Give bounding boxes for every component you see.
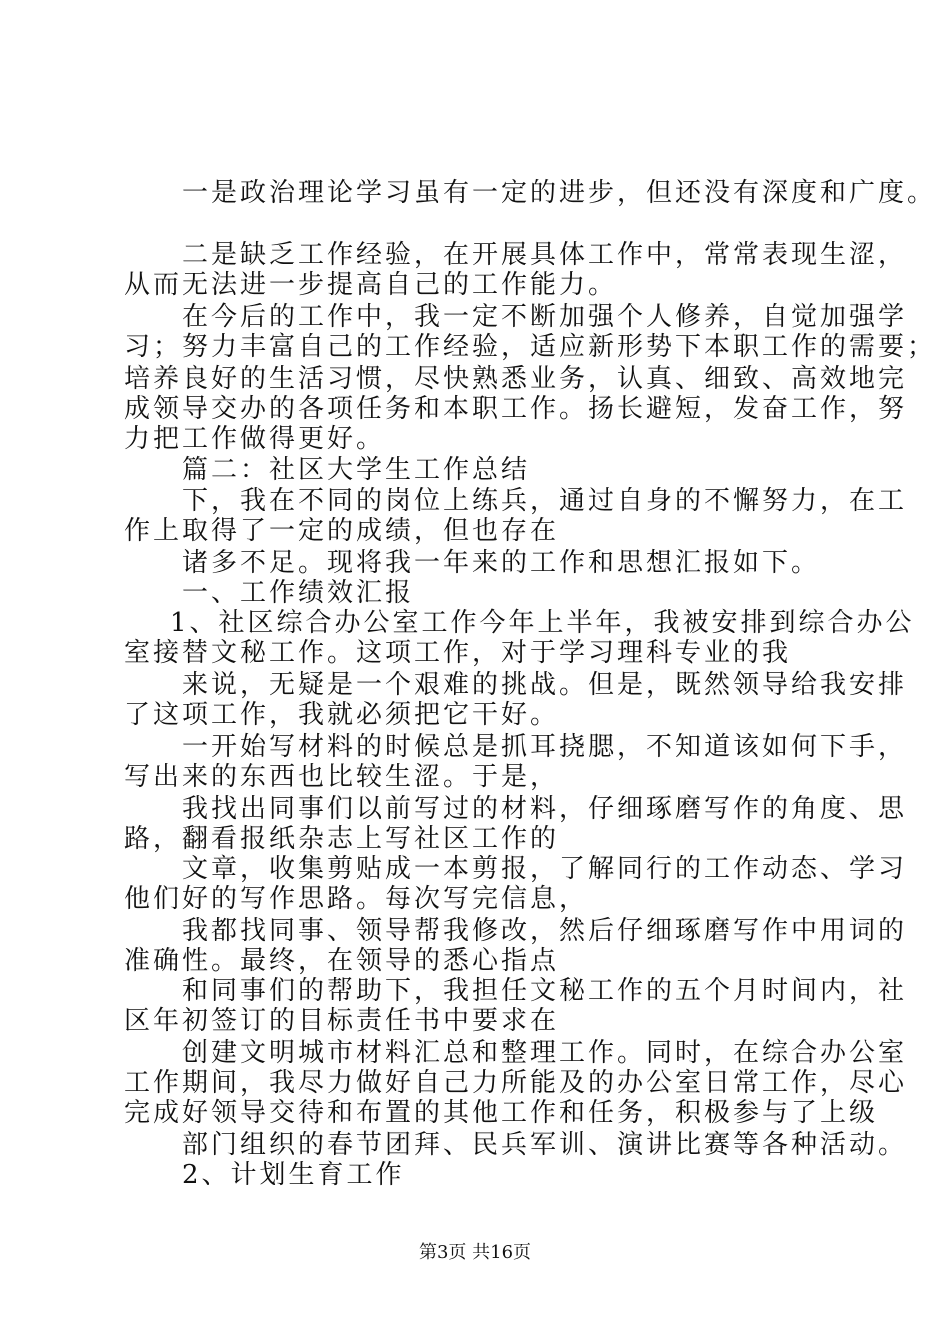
paragraph-line-28: 完成好领导交待和布置的其他工作和任务，积极参与了上级 [124, 1098, 879, 1128]
subheading-1: 一、工作绩效汇报 [182, 578, 415, 608]
paragraph-line-20: 文章，收集剪贴成一本剪报，了解同行的工作动态、学习 [182, 854, 908, 884]
paragraph-line-24: 和同事们的帮助下，我担任文秘工作的五个月时间内，社 [182, 976, 908, 1006]
subheading-2: 2、计划生育工作 [182, 1160, 405, 1190]
paragraph-line-25: 区年初签订的目标责任书中要求在 [124, 1006, 560, 1036]
paragraph-line-1: 一是政治理论学习虽有一定的进步，但还没有深度和广度。 [182, 178, 937, 208]
paragraph-line-18: 我找出同事们以前写过的材料，仔细琢磨写作的角度、思 [182, 794, 908, 824]
paragraph-line-12: 1、社区综合办公室工作今年上半年，我被安排到综合办公 [170, 608, 915, 638]
paragraph-line-7: 成领导交办的各项任务和本职工作。扬长避短，发奋工作，努 [124, 394, 908, 424]
paragraph-line-14: 来说，无疑是一个艰难的挑战。但是，既然领导给我安排 [182, 670, 908, 700]
paragraph-line-21: 他们好的写作思路。每次写完信息， [124, 884, 589, 914]
paragraph-line-4: 在今后的工作中，我一定不断加强个人修养，自觉加强学 [182, 302, 908, 332]
paragraph-line-9: 下，我在不同的岗位上练兵，通过自身的不懈努力，在工 [182, 486, 908, 516]
paragraph-line-23: 准确性。最终，在领导的悉心指点 [124, 946, 560, 976]
paragraph-line-6: 培养良好的生活习惯，尽快熟悉业务，认真、细致、高效地完 [124, 364, 908, 394]
paragraph-line-5: 习；努力丰富自己的工作经验，适应新形势下本职工作的需要； [124, 332, 937, 362]
paragraph-line-22: 我都找同事、领导帮我修改，然后仔细琢磨写作中用词的 [182, 916, 908, 946]
paragraph-line-17: 写出来的东西也比较生涩。于是， [124, 762, 560, 792]
paragraph-line-26: 创建文明城市材料汇总和整理工作。同时，在综合办公室 [182, 1038, 908, 1068]
paragraph-line-29: 部门组织的春节团拜、民兵军训、演讲比赛等各种活动。 [182, 1130, 908, 1160]
paragraph-line-8: 力把工作做得更好。 [124, 424, 386, 454]
section-heading: 篇二：社区大学生工作总结 [182, 455, 531, 485]
paragraph-line-11: 诸多不足。现将我一年来的工作和思想汇报如下。 [182, 548, 821, 578]
paragraph-line-19: 路，翻看报纸杂志上写社区工作的 [124, 824, 560, 854]
paragraph-line-10: 作上取得了一定的成绩，但也存在 [124, 516, 560, 546]
paragraph-line-13: 室接替文秘工作。这项工作，对于学习理科专业的我 [124, 638, 792, 668]
paragraph-line-15: 了这项工作，我就必须把它干好。 [124, 700, 560, 730]
paragraph-line-2: 二是缺乏工作经验，在开展具体工作中，常常表现生涩， [182, 240, 908, 270]
paragraph-line-3: 从而无法进一步提高自己的工作能力。 [124, 270, 618, 300]
paragraph-line-27: 工作期间，我尽力做好自己力所能及的办公室日常工作，尽心 [124, 1068, 908, 1098]
page-number-footer: 第3页 共16页 [418, 1242, 532, 1263]
paragraph-line-16: 一开始写材料的时候总是抓耳挠腮，不知道该如何下手， [182, 732, 908, 762]
